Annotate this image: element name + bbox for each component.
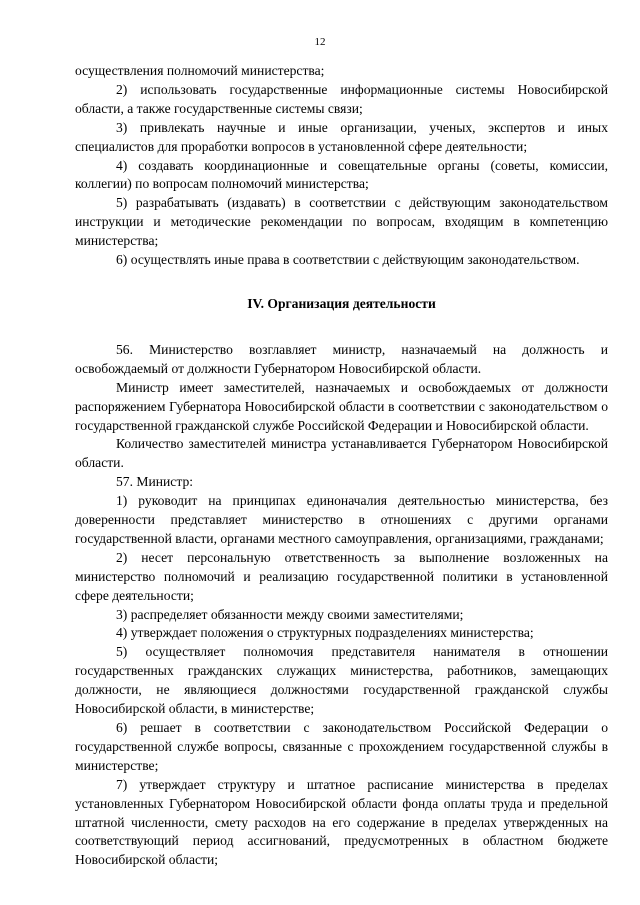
- paragraph: осуществления полномочий министерства;: [75, 63, 325, 78]
- paragraph: 1) руководит на принципах единоначалия деятельностью министерства, без доверенности представляет министерство в отношениях с другими органами государственной власти, органами местного самоуправления, организациями, гражданами;: [75, 493, 608, 546]
- paragraph: 56. Министерство возглавляет министр, назначаемый на должность и освобождаемый от должности Губернатором Новосибирской области.: [75, 341, 608, 376]
- paragraph: Министр имеет заместителей, назначаемых и освобождаемых от должности распоряжением Губернатора Новосибирской области в соответствии с законодательством о государственной гражданской службе Российской Федерации и Новосибирской области.: [75, 379, 608, 433]
- paragraph: 2) использовать государственные информационные системы Новосибирской области, а также государственные системы связи;: [75, 81, 608, 116]
- paragraph: 6) решает в соответствии с законодательством Российской Федерации о государственной службе вопросы, связанные с прохождением государственной службы в министерстве;: [75, 720, 608, 773]
- paragraph: 6) осуществлять иные права в соответствии с действующим законодательством.: [116, 252, 580, 268]
- paragraph: 4) утверждает положения о структурных подразделениях министерства;: [116, 625, 534, 641]
- paragraph: 3) распределяет обязанности между своими заместителями;: [116, 606, 464, 622]
- paragraph: 4) создавать координационные и совещательные органы (советы, комиссии, коллегии) по вопросам полномочий министерства;: [75, 157, 608, 192]
- paragraph: 7) утверждает структуру и штатное расписание министерства в пределах установленных Губернатором Новосибирской области фонда оплаты труда и предельной штатной численности, смету расходов на его содержание в пределах утвержденных на соответствующий период ассигнований, предусмотренных в областном бюджете Новосибирской области;: [75, 776, 608, 868]
- paragraph: 3) привлекать научные и иные организации, ученых, экспертов и иных специалистов для проработки вопросов в установленной сфере деятельности;: [75, 119, 608, 154]
- paragraph: 57. Министр:: [116, 474, 194, 490]
- page-content: [75, 62, 608, 870]
- paragraph: 2) несет персональную ответственность за выполнение возложенных на министерство полномочий и реализацию государственной политики в установленной сфере деятельности;: [75, 549, 608, 603]
- page-number: 12: [314, 36, 326, 48]
- section-title: IV. Организация деятельности: [247, 295, 436, 311]
- paragraph: Количество заместителей министра устанавливается Губернатором Новосибирской области.: [75, 436, 608, 471]
- paragraph: 5) разрабатывать (издавать) в соответствии с действующим законодательством инструкции и методические рекомендации по вопросам, входящим в компетенцию министерства;: [75, 195, 608, 249]
- paragraph: 5) осуществляет полномочия представителя нанимателя в отношении государственных гражданских служащих министерства, работников, замещающих должности, не являющиеся должностями государственной гражданской службы Новосибирской области, в министерстве;: [75, 644, 608, 717]
